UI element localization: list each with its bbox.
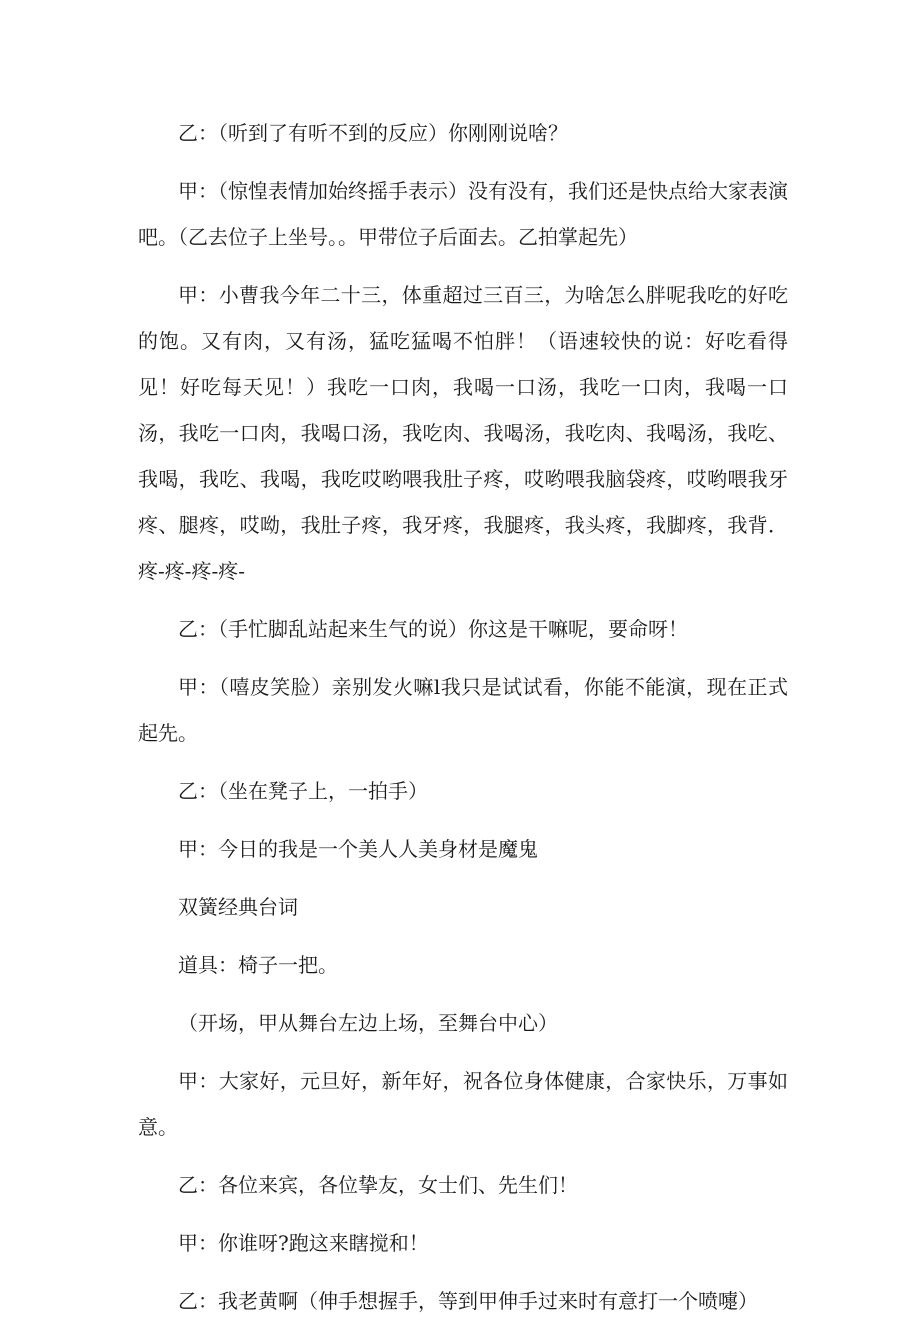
document-body — [138, 110, 788, 1336]
paragraph-props: 道具：椅子一把。 — [178, 953, 338, 977]
paragraph-stage-direction: （开场，甲从舞台左边上场，至舞台中心） — [178, 1011, 558, 1035]
paragraph-7: 甲：今日的我是一个美人人美身材是魔鬼 — [178, 837, 538, 861]
paragraph-4: 乙：（手忙脚乱站起来生气的说）你这是干嘛呢，要命呀！ — [178, 617, 688, 641]
paragraph-14: 乙：我老黄啊（伸手想握手，等到甲伸手过来时有意打一个喷嚏） — [178, 1289, 758, 1313]
paragraph-5: 甲：（嘻皮笑脸）亲别发火嘛l我只是试试看，你能不能演，现在正式起先。 — [138, 675, 788, 745]
paragraph-12: 乙：各位来宾，各位挚友，女士们、先生们！ — [178, 1173, 578, 1197]
paragraph-13: 甲：你谁呀?跑这来瞎搅和！ — [178, 1231, 429, 1255]
paragraph-1: 乙：（听到了有听不到的反应）你刚刚说啥？ — [178, 121, 568, 145]
paragraph-11: 甲：大家好，元旦好，新年好，祝各位身体健康，合家快乐，万事如意。 — [138, 1069, 788, 1139]
paragraph-3: 甲：小曹我今年二十三，体重超过三百三，为啥怎么胖呢我吃的好吃的饱。又有肉，又有汤，猛吃猛喝不怕胖！（语速较快的说：好吃看得见！好吃每天见！）我吃一口肉，我喝一口汤，我吃一口肉，我喝一口汤，我吃一口肉，我喝口汤，我吃肉、我喝汤，我吃肉、我喝汤，我吃、我喝，我吃、我喝，我吃哎哟喂我肚子疼，哎哟喂我脑袋疼，哎哟喂我牙疼、腿疼，哎呦，我肚子疼，我牙疼，我腿疼，我头疼，我脚疼，我背．疼-疼-疼-疼- — [138, 283, 788, 583]
section-heading: 双簧经典台词 — [178, 895, 298, 919]
paragraph-2: 甲：（惊惶表情加始终摇手表示）没有没有，我们还是快点给大家表演吧。（乙去位子上坐号。。甲带位子后面去。乙拍掌起先） — [138, 179, 788, 249]
paragraph-6: 乙：（坐在凳子上，一拍手） — [178, 779, 428, 803]
